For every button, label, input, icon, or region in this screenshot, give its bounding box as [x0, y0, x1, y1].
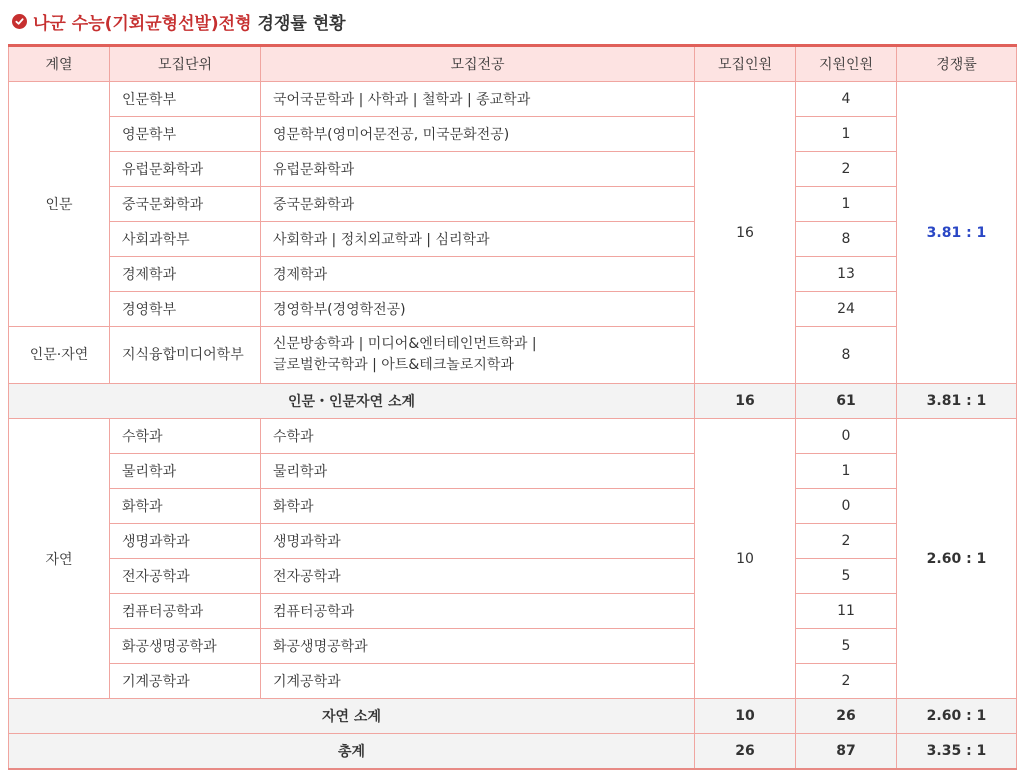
table-row — [9, 292, 1017, 327]
applicants-cell: 8 — [796, 327, 897, 384]
major-cell: 유럽문화학과 — [261, 152, 695, 187]
competition-rate-table — [8, 44, 1017, 770]
major-line-2: 글로벌한국학과 | 아트&테크놀로지학과 — [273, 357, 514, 373]
unit-cell: 물리학과 — [110, 454, 261, 489]
total-rate: 3.35 : 1 — [897, 734, 1017, 770]
major-cell: 국어국문학과 | 사학과 | 철학과 | 종교학과 — [261, 82, 695, 117]
table-row — [9, 222, 1017, 257]
subtotal-rate: 3.81 : 1 — [897, 384, 1017, 419]
rate-humanities: 3.81 : 1 — [897, 82, 1017, 384]
unit-cell: 경영학부 — [110, 292, 261, 327]
applicants-cell: 0 — [796, 419, 897, 454]
table-row — [9, 152, 1017, 187]
subtotal-rate: 2.60 : 1 — [897, 699, 1017, 734]
unit-cell: 인문학부 — [110, 82, 261, 117]
major-cell: 경영학부(경영학전공) — [261, 292, 695, 327]
title-dark-text: 경쟁률 현황 — [257, 13, 346, 34]
major-cell: 경제학과 — [261, 257, 695, 292]
title-red-text: 나군 수능(기회균형선발)전형 — [33, 13, 252, 34]
check-circle-icon — [12, 14, 27, 29]
subtotal-applicants: 26 — [796, 699, 897, 734]
table-row — [9, 117, 1017, 152]
table-row — [9, 524, 1017, 559]
rate-science: 2.60 : 1 — [897, 419, 1017, 699]
applicants-cell: 11 — [796, 594, 897, 629]
applicants-cell: 5 — [796, 629, 897, 664]
applicants-cell: 2 — [796, 524, 897, 559]
unit-cell: 지식융합미디어학부 — [110, 327, 261, 384]
subtotal-label: 자연 소계 — [9, 699, 695, 734]
applicants-cell: 4 — [796, 82, 897, 117]
table-row — [9, 559, 1017, 594]
header-major: 모집전공 — [261, 46, 695, 82]
group-name-humanities: 인문 — [9, 82, 110, 327]
major-cell: 사회학과 | 정치외교학과 | 심리학과 — [261, 222, 695, 257]
subtotal-applicants: 61 — [796, 384, 897, 419]
unit-cell: 생명과학과 — [110, 524, 261, 559]
header-unit: 모집단위 — [110, 46, 261, 82]
major-cell: 중국문화학과 — [261, 187, 695, 222]
applicants-cell: 8 — [796, 222, 897, 257]
applicants-cell: 1 — [796, 454, 897, 489]
subtotal-quota: 16 — [695, 384, 796, 419]
group-name-mixed: 인문·자연 — [9, 327, 110, 384]
subtotal-quota: 10 — [695, 699, 796, 734]
table-row — [9, 489, 1017, 524]
unit-cell: 컴퓨터공학과 — [110, 594, 261, 629]
header-quota: 모집인원 — [695, 46, 796, 82]
table-row — [9, 454, 1017, 489]
major-cell: 생명과학과 — [261, 524, 695, 559]
unit-cell: 화학과 — [110, 489, 261, 524]
applicants-cell: 1 — [796, 117, 897, 152]
major-cell: 화학과 — [261, 489, 695, 524]
subtotal-row-humanities — [9, 384, 1017, 419]
unit-cell: 전자공학과 — [110, 559, 261, 594]
table-row — [9, 629, 1017, 664]
unit-cell: 경제학과 — [110, 257, 261, 292]
table-row — [9, 664, 1017, 699]
header-rate: 경쟁률 — [897, 46, 1017, 82]
major-cell: 수학과 — [261, 419, 695, 454]
unit-cell: 화공생명공학과 — [110, 629, 261, 664]
unit-cell: 영문학부 — [110, 117, 261, 152]
table-row — [9, 187, 1017, 222]
header-field: 계열 — [9, 46, 110, 82]
applicants-cell: 1 — [796, 187, 897, 222]
section-title — [12, 8, 346, 34]
total-applicants: 87 — [796, 734, 897, 770]
applicants-cell: 13 — [796, 257, 897, 292]
applicants-cell: 24 — [796, 292, 897, 327]
unit-cell: 유럽문화학과 — [110, 152, 261, 187]
subtotal-label: 인문・인문자연 소계 — [9, 384, 695, 419]
table-row — [9, 419, 1017, 454]
unit-cell: 수학과 — [110, 419, 261, 454]
major-cell: 컴퓨터공학과 — [261, 594, 695, 629]
major-line-1: 신문방송학과 | 미디어&엔터테인먼트학과 | — [273, 336, 537, 352]
total-label: 총계 — [9, 734, 695, 770]
table-row — [9, 594, 1017, 629]
major-cell: 전자공학과 — [261, 559, 695, 594]
total-quota: 26 — [695, 734, 796, 770]
table-row — [9, 82, 1017, 117]
table-header-row — [9, 46, 1017, 82]
unit-cell: 중국문화학과 — [110, 187, 261, 222]
group-name-science: 자연 — [9, 419, 110, 699]
major-cell: 영문학부(영미어문전공, 미국문화전공) — [261, 117, 695, 152]
total-row — [9, 734, 1017, 770]
unit-cell: 사회과학부 — [110, 222, 261, 257]
quota-science: 10 — [695, 419, 796, 699]
major-cell: 화공생명공학과 — [261, 629, 695, 664]
major-cell: 물리학과 — [261, 454, 695, 489]
table-row — [9, 327, 1017, 384]
subtotal-row-science — [9, 699, 1017, 734]
applicants-cell: 2 — [796, 664, 897, 699]
applicants-cell: 0 — [796, 489, 897, 524]
table-row — [9, 257, 1017, 292]
major-cell: 기계공학과 — [261, 664, 695, 699]
quota-humanities: 16 — [695, 82, 796, 384]
unit-cell: 기계공학과 — [110, 664, 261, 699]
header-applicants: 지원인원 — [796, 46, 897, 82]
major-cell-multiline — [261, 327, 695, 384]
applicants-cell: 2 — [796, 152, 897, 187]
applicants-cell: 5 — [796, 559, 897, 594]
